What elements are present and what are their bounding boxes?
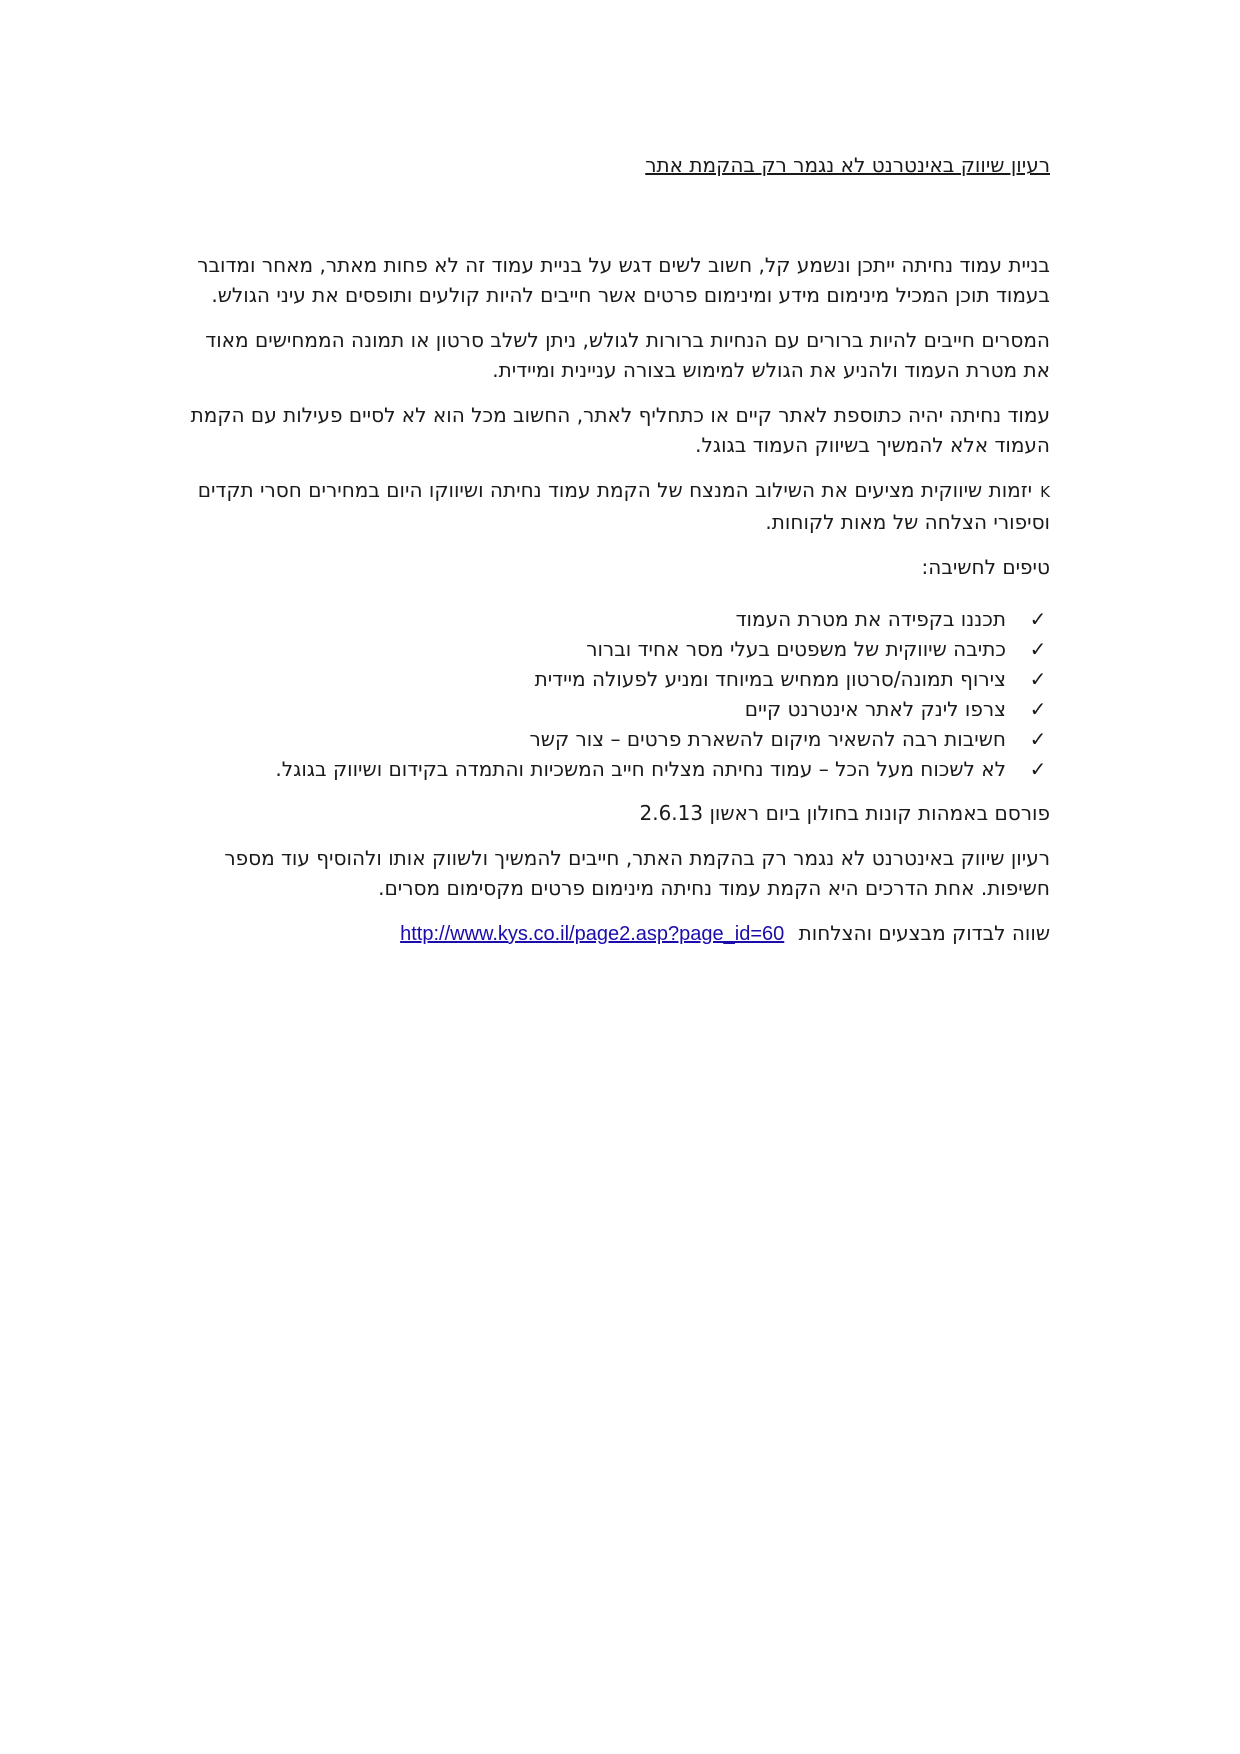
tip-item [190,604,1047,634]
document-body [190,150,1050,964]
document-title: רעיון שיווק באינטרנט לא נגמר רק בהקמת אתר [645,153,1050,177]
tip-text: תכננו בקפידה את מטרת העמוד [735,607,1006,631]
checkmark-icon: ✓ [1029,727,1047,751]
checkmark-icon: ✓ [1029,757,1047,781]
paragraph-2: המסרים חייבים להיות ברורים עם הנחיות ברורות לגולש, ניתן לשלב סרטון או תמונה הממחישים מאוד את מטרת העמוד ולהניע את הגולש למימוש בצורה עניינית ומיידית. [205,328,1050,382]
checkmark-icon: ✓ [1029,667,1047,691]
tip-text: צירוף תמונה/סרטון ממחיש במיוחד ומניע לפעולה מיידית [534,667,1006,691]
paragraph-1: בניית עמוד נחיתה ייתכן ונשמע קל, חשוב לשים דגש על בניית עמוד זה לא פחות מאתר, מאחר ומדובר בעמוד תוכן המכיל מינימום מידע ומינימום פרטים אשר חייבים להיות קולעים ותופסים את עיני הגולש. [197,253,1050,307]
tip-item [190,724,1047,754]
tips-heading: טיפים לחשיבה: [921,555,1050,579]
tips-list [190,604,1050,784]
tip-item [190,754,1047,784]
tip-text: לא לשכוח מעל הכל – עמוד נחיתה מצליח חייב המשכיות והתמדה בקידום ושיווק בגוגל. [275,757,1006,781]
link-label: שווה לבדוק מבצעים והצלחות [798,921,1050,945]
tip-item [190,694,1047,724]
kys-link[interactable]: http://www.kys.co.il/page2.asp?page_id=60 [400,923,785,945]
paragraph-kys [190,475,1050,537]
checkmark-icon: ✓ [1029,697,1047,721]
kys-paragraph-text: יזמות שיווקית מציעים את השילוב המנצח של הקמת עמוד נחיתה ושיווקו היום במחירים חסרי תקדים וסיפורי הצלחה של מאות לקוחות. [197,478,1050,534]
tip-text: כתיבה שיווקית של משפטים בעלי מסר אחיד וברור [586,637,1006,661]
checkmark-icon: ✓ [1029,607,1047,631]
summary-paragraph: רעיון שיווק באינטרנט לא נגמר רק בהקמת האתר, חייבים להמשיך ולשווק אותו ולהוסיף עוד מספר חשיפות. אחת הדרכים היא הקמת עמוד נחיתה מינימום פרטים מקסימום מסרים. [224,846,1050,900]
published-note: פורסם באמהות קונות בחולון ביום ראשון 2.6.13 [639,801,1050,825]
kys-marker: K [1040,483,1050,501]
checkmark-icon: ✓ [1029,637,1047,661]
tip-text: צרפו לינק לאתר אינטרנט קיים [744,697,1006,721]
paragraph-3: עמוד נחיתה יהיה כתוספת לאתר קיים או כתחליף לאתר, החשוב מכל הוא לא לסיים פעילות עם הקמת העמוד אלא להמשיך בשיווק העמוד בגוגל. [190,403,1050,457]
tip-text: חשיבות רבה להשאיר מיקום להשארת פרטים – צור קשר [529,727,1006,751]
tip-item [190,634,1047,664]
tip-item [190,664,1047,694]
link-row [190,918,1050,949]
